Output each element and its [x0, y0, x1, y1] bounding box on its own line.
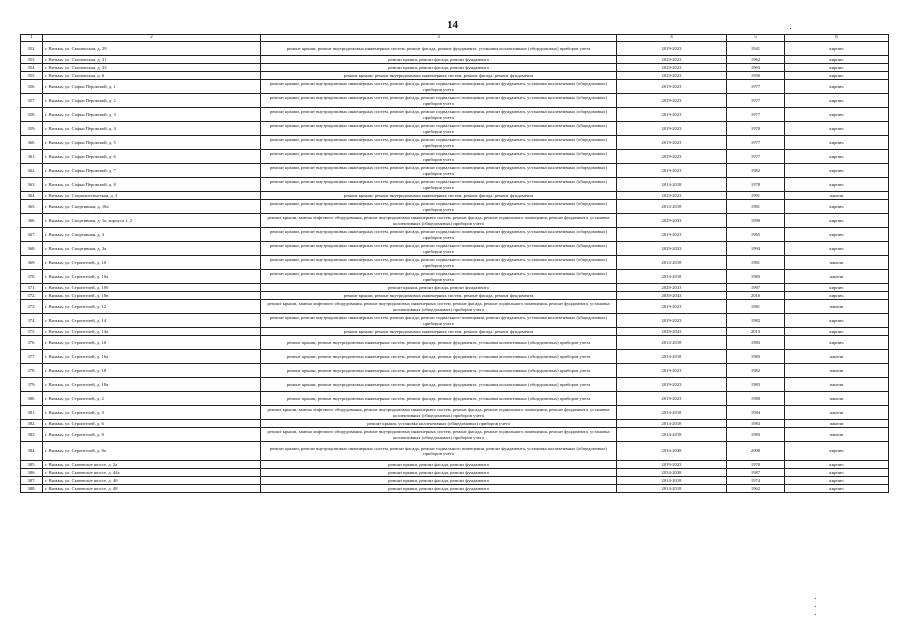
- material-cell: панели: [785, 192, 889, 200]
- material-cell: панели: [785, 420, 889, 428]
- table-row: [21, 292, 889, 300]
- row-number: 352.: [21, 42, 43, 56]
- address-cell: г. Вязьма, ул. Спортивная, д. 3: [43, 228, 261, 242]
- works-cell: ремонт крыши, замена лифтового оборудования, ремонт внутридомовых инженерных систем, ремонт фасада, ремонт подвального помещения, ремонт фундамента, установка коллективных (общедомовых) приборов учета: [261, 406, 617, 420]
- row-number: 387.: [21, 477, 43, 485]
- scan-speck: [815, 614, 816, 615]
- address-cell: г. Вязьма, ул. Строителей, д. 18а: [43, 378, 261, 392]
- period-cell: 2034-2038: [617, 442, 727, 461]
- address-cell: г. Вязьма, ул. Спортивная, д. 1а, корпуса 1, 2: [43, 214, 261, 228]
- year-cell: 2010: [727, 292, 785, 300]
- address-cell: г. Вязьма, ул. Спортивная, д. 3а: [43, 242, 261, 256]
- row-number: 361.: [21, 150, 43, 164]
- table-row: [21, 469, 889, 477]
- row-number: 354.: [21, 64, 43, 72]
- period-cell: 2034-2038: [617, 469, 727, 477]
- year-cell: 1982: [727, 314, 785, 328]
- works-cell: ремонт крыши, ремонт внутридомовых инженерных систем, ремонт фасада, ремонт подвального помещения, ремонт фундамента, установка коллективных (общедомовых) приборов учета: [261, 270, 617, 284]
- period-cell: 2029-2033: [617, 214, 727, 228]
- address-cell: г. Вязьма, ул. Софьи Перовской, д. 7: [43, 164, 261, 178]
- year-cell: 1990: [727, 214, 785, 228]
- works-cell: ремонт крыши, ремонт фасада, ремонт фундамента: [261, 64, 617, 72]
- row-number: 380.: [21, 392, 43, 406]
- works-cell: ремонт крыши, замена лифтового оборудования, ремонт внутридомовых инженерных систем, ремонт фасада, ремонт подвального помещения, ремонт фундамента, установка коллективных (общедомовых) приборов учета: [261, 214, 617, 228]
- works-cell: ремонт крыши, ремонт внутридомовых инженерных систем, ремонт фасада, ремонт подвального помещения, ремонт фундамента, установка коллективных (общедомовых) приборов учета: [261, 228, 617, 242]
- row-number: 366.: [21, 214, 43, 228]
- works-cell: ремонт крыши, ремонт внутридомовых инженерных систем, ремонт фасада, ремонт фундамента: [261, 72, 617, 80]
- material-cell: панели: [785, 378, 889, 392]
- material-cell: кирпич: [785, 328, 889, 336]
- table-row: [21, 428, 889, 442]
- material-cell: панели: [785, 350, 889, 364]
- works-cell: ремонт крыши, ремонт внутридомовых инженерных систем, ремонт фасада, ремонт подвального помещения, ремонт фундамента, установка коллективных (общедомовых) приборов учета: [261, 256, 617, 270]
- period-cell: 2019-2023: [617, 364, 727, 378]
- address-cell: г. Вязьма, ул. Смоленская, д. 6: [43, 72, 261, 80]
- material-cell: кирпич: [785, 42, 889, 56]
- address-cell: г. Вязьма, ул. Социалистическая, д. 3: [43, 192, 261, 200]
- period-cell: 2014-2018: [617, 178, 727, 192]
- works-cell: ремонт крыши, ремонт внутридомовых инженерных систем, ремонт фасада, ремонт подвального помещения, ремонт фундамента, установка коллективных (общедомовых) приборов учета: [261, 178, 617, 192]
- table-row: [21, 300, 889, 314]
- table-row: [21, 420, 889, 428]
- period-cell: 2029-2033: [617, 284, 727, 292]
- year-cell: 1963: [727, 64, 785, 72]
- column-number: 6: [785, 35, 889, 42]
- material-cell: панели: [785, 256, 889, 270]
- row-number: 374.: [21, 314, 43, 328]
- table-row: [21, 378, 889, 392]
- works-cell: ремонт крыши, ремонт внутридомовых инженерных систем, ремонт фасада, ремонт подвального помещения, ремонт фундамента, установка коллективных (общедомовых) приборов учета: [261, 80, 617, 94]
- period-cell: 2019-2023: [617, 150, 727, 164]
- year-cell: 1956: [727, 72, 785, 80]
- address-cell: г. Вязьма, ул. Строителей, д. 16: [43, 336, 261, 350]
- year-cell: 1984: [727, 406, 785, 420]
- period-cell: 2014-2018: [617, 406, 727, 420]
- address-cell: г. Вязьма, ул. Строителей, д. 2: [43, 392, 261, 406]
- row-number: 353.: [21, 56, 43, 64]
- material-cell: кирпич: [785, 292, 889, 300]
- material-cell: кирпич: [785, 214, 889, 228]
- address-cell: г. Вязьма, ул. Софьи Перовской, д. 3: [43, 108, 261, 122]
- material-cell: кирпич: [785, 336, 889, 350]
- table-row: [21, 136, 889, 150]
- table-row: [21, 94, 889, 108]
- period-cell: 2014-2018: [617, 256, 727, 270]
- material-cell: кирпич: [785, 56, 889, 64]
- material-cell: кирпич: [785, 477, 889, 485]
- row-number: 356.: [21, 80, 43, 94]
- row-number: 379.: [21, 378, 43, 392]
- address-cell: г. Вязьма, ул. Строителей, д. 6: [43, 420, 261, 428]
- year-cell: 1941: [727, 42, 785, 56]
- row-number: 371.: [21, 284, 43, 292]
- period-cell: 2029-2033: [617, 242, 727, 256]
- works-cell: ремонт крыши, ремонт внутридомовых инженерных систем, ремонт фасада, ремонт подвального помещения, ремонт фундамента, установка коллективных (общедомовых) приборов учета: [261, 442, 617, 461]
- works-cell: ремонт крыши, ремонт фасада, ремонт фундамента: [261, 477, 617, 485]
- period-cell: 2014-2018: [617, 477, 727, 485]
- year-cell: 1983: [727, 428, 785, 442]
- column-number-row: [21, 35, 889, 42]
- address-cell: г. Вязьма, ул. Строителей, д. 10: [43, 256, 261, 270]
- works-cell: ремонт крыши, ремонт внутридомовых инженерных систем, ремонт фасада, ремонт подвального помещения, ремонт фундамента, установка коллективных (общедомовых) приборов учета: [261, 122, 617, 136]
- period-cell: 2019-2023: [617, 228, 727, 242]
- table-row: [21, 150, 889, 164]
- row-number: 360.: [21, 136, 43, 150]
- material-cell: кирпич: [785, 284, 889, 292]
- works-cell: ремонт крыши, ремонт внутридомовых инженерных систем, ремонт фасада, ремонт подвального помещения, ремонт фундамента, установка коллективных (общедомовых) приборов учета: [261, 242, 617, 256]
- column-number: 2: [43, 35, 261, 42]
- address-cell: г. Вязьма, ул. Сычевское шоссе, д. 44а: [43, 469, 261, 477]
- row-number: 382.: [21, 420, 43, 428]
- year-cell: 1977: [727, 108, 785, 122]
- address-cell: г. Вязьма, ул. Строителей, д. 14: [43, 314, 261, 328]
- table-row: [21, 406, 889, 420]
- table-row: [21, 228, 889, 242]
- address-cell: г. Вязьма, ул. Софьи Перовской, д. 4: [43, 122, 261, 136]
- year-cell: 1962: [727, 485, 785, 493]
- period-cell: 2014-2018: [617, 350, 727, 364]
- row-number: 378.: [21, 364, 43, 378]
- year-cell: 1978: [727, 178, 785, 192]
- table-row: [21, 164, 889, 178]
- row-number: 388.: [21, 485, 43, 493]
- address-cell: г. Вязьма, ул. Строителей, д. 12: [43, 300, 261, 314]
- table-row: [21, 178, 889, 192]
- works-cell: ремонт крыши, ремонт внутридомовых инженерных систем, ремонт фасада, ремонт фундамента: [261, 292, 617, 300]
- address-cell: г. Вязьма, ул. Строителей, д. 18: [43, 364, 261, 378]
- address-cell: г. Вязьма, ул. Строителей, д. 14а: [43, 328, 261, 336]
- address-cell: г. Вязьма, ул. Сычевское шоссе, д. 48: [43, 485, 261, 493]
- table-row: [21, 42, 889, 56]
- table-row: [21, 200, 889, 214]
- year-cell: 1983: [727, 270, 785, 284]
- period-cell: 2019-2023: [617, 378, 727, 392]
- period-cell: 2014-2018: [617, 420, 727, 428]
- works-cell: ремонт крыши, ремонт внутридомовых инженерных систем, ремонт фасада, ремонт подвального помещения, ремонт фундамента, установка коллективных (общедомовых) приборов учета: [261, 94, 617, 108]
- row-number: 355.: [21, 72, 43, 80]
- material-cell: кирпич: [785, 242, 889, 256]
- table-row: [21, 314, 889, 328]
- period-cell: 2019-2023: [617, 94, 727, 108]
- works-cell: ремонт крыши, ремонт внутридомовых инженерных систем, ремонт фасада, ремонт подвального помещения, ремонт фундамента, установка коллективных (общедомовых) приборов учета: [261, 136, 617, 150]
- material-cell: кирпич: [785, 469, 889, 477]
- works-cell: ремонт крыши, ремонт внутридомовых инженерных систем, ремонт фасада, ремонт фундамента, установка коллективных (общедомовых) приборов учета: [261, 350, 617, 364]
- table-row: [21, 485, 889, 493]
- material-cell: панели: [785, 270, 889, 284]
- works-cell: ремонт крыши, ремонт внутридомовых инженерных систем, ремонт фасада, ремонт подвального помещения, ремонт фундамента, установка коллективных (общедомовых) приборов учета: [261, 164, 617, 178]
- year-cell: 1983: [727, 350, 785, 364]
- table-row: [21, 284, 889, 292]
- address-cell: г. Вязьма, ул. Сычевское шоссе, д. 46: [43, 477, 261, 485]
- works-cell: ремонт крыши, замена лифтового оборудования, ремонт внутридомовых инженерных систем, ремонт фасада, ремонт подвального помещения, ремонт фундамента, установка коллективных (общедомовых) приборов учета: [261, 428, 617, 442]
- material-cell: кирпич: [785, 178, 889, 192]
- year-cell: 1965: [727, 228, 785, 242]
- period-cell: 2019-2023: [617, 136, 727, 150]
- row-number: 358.: [21, 108, 43, 122]
- works-cell: ремонт крыши, ремонт внутридомовых инженерных систем, ремонт фасада, ремонт подвального помещения, ремонт фундамента, установка коллективных (общедомовых) приборов учета: [261, 314, 617, 328]
- table-row: [21, 242, 889, 256]
- row-number: 357.: [21, 94, 43, 108]
- year-cell: 1983: [727, 420, 785, 428]
- row-number: 363.: [21, 178, 43, 192]
- table-row: [21, 350, 889, 364]
- table-body: [21, 35, 889, 493]
- row-number: 383.: [21, 428, 43, 442]
- page-number: 14: [447, 19, 458, 31]
- period-cell: 2019-2023: [617, 314, 727, 328]
- period-cell: 2019-2023: [617, 164, 727, 178]
- address-cell: г. Вязьма, ул. Строителей, д. 16а: [43, 350, 261, 364]
- year-cell: 1977: [727, 136, 785, 150]
- period-cell: 2019-2023: [617, 56, 727, 64]
- column-number: 3: [261, 35, 617, 42]
- material-cell: панели: [785, 300, 889, 314]
- works-cell: ремонт крыши, ремонт внутридомовых инженерных систем, ремонт фасада, ремонт подвального помещения, ремонт фундамента, установка коллективных (общедомовых) приборов учета: [261, 150, 617, 164]
- row-number: 359.: [21, 122, 43, 136]
- period-cell: 2039-2043: [617, 292, 727, 300]
- row-number: 377.: [21, 350, 43, 364]
- works-cell: ремонт крыши, ремонт внутридомовых инженерных систем, ремонт фасада, ремонт фундамента, установка коллективных (общедомовых) приборов учета: [261, 364, 617, 378]
- row-number: 384.: [21, 442, 43, 461]
- table-row: [21, 477, 889, 485]
- period-cell: 2014-2018: [617, 200, 727, 214]
- works-cell: ремонт крыши, ремонт внутридомовых инженерных систем, ремонт фасада, ремонт подвального помещения, ремонт фундамента, установка коллективных (общедомовых) приборов учета: [261, 108, 617, 122]
- year-cell: 1991: [727, 192, 785, 200]
- address-cell: г. Вязьма, ул. Строителей, д. 4: [43, 406, 261, 420]
- scan-speck: [815, 598, 816, 599]
- period-cell: 2014-2018: [617, 428, 727, 442]
- row-number: 370.: [21, 270, 43, 284]
- address-cell: г. Вязьма, ул. Софьи Перовской, д. 5: [43, 136, 261, 150]
- material-cell: панели: [785, 392, 889, 406]
- material-cell: кирпич: [785, 228, 889, 242]
- table-row: [21, 80, 889, 94]
- address-cell: г. Вязьма, ул. Спортивная, д. 18а: [43, 200, 261, 214]
- year-cell: 1974: [727, 477, 785, 485]
- year-cell: 1977: [727, 94, 785, 108]
- table-row: [21, 192, 889, 200]
- address-cell: г. Вязьма, ул. Софьи Перовской, д. 1: [43, 80, 261, 94]
- table-row: [21, 122, 889, 136]
- material-cell: кирпич: [785, 485, 889, 493]
- year-cell: 1981: [727, 200, 785, 214]
- material-cell: кирпич: [785, 150, 889, 164]
- column-number: 5: [727, 35, 785, 42]
- table-row: [21, 442, 889, 461]
- row-number: 362.: [21, 164, 43, 178]
- row-number: 369.: [21, 256, 43, 270]
- period-cell: 2019-2023: [617, 392, 727, 406]
- period-cell: 2019-2023: [617, 108, 727, 122]
- column-number: 1: [21, 35, 43, 42]
- material-cell: кирпич: [785, 200, 889, 214]
- works-cell: ремонт крыши, ремонт фасада, ремонт фундамента: [261, 469, 617, 477]
- table-row: [21, 214, 889, 228]
- year-cell: 1970: [727, 122, 785, 136]
- works-cell: ремонт крыши, ремонт внутридомовых инженерных систем, ремонт фасада, ремонт фундамента, установка коллективных (общедомовых) приборов учета: [261, 42, 617, 56]
- works-cell: ремонт крыши, ремонт внутридомовых инженерных систем, ремонт фасада, ремонт фундамента: [261, 328, 617, 336]
- period-cell: 2019-2023: [617, 122, 727, 136]
- works-cell: ремонт крыши, ремонт внутридомовых инженерных систем, ремонт фасада, ремонт фундамента, установка коллективных (общедомовых) приборов учета: [261, 378, 617, 392]
- material-cell: кирпич: [785, 442, 889, 461]
- material-cell: кирпич: [785, 72, 889, 80]
- table-row: [21, 108, 889, 122]
- works-cell: ремонт крыши, ремонт фасада, ремонт фундамента: [261, 461, 617, 469]
- address-cell: г. Вязьма, ул. Смоленская, д. 29: [43, 42, 261, 56]
- table-row: [21, 72, 889, 80]
- year-cell: 1983: [727, 378, 785, 392]
- scan-speck: [815, 606, 816, 607]
- period-cell: 2014-2018: [617, 485, 727, 493]
- table-row: [21, 56, 889, 64]
- works-cell: ремонт крыши, замена лифтового оборудования, ремонт внутридомовых инженерных систем, ремонт фасада, ремонт подвального помещения, ремонт фундамента, установка коллективных (общедомовых) приборов учета: [261, 300, 617, 314]
- works-cell: ремонт крыши, ремонт внутридомовых инженерных систем, ремонт фасада, ремонт подвального помещения, ремонт фундамента, установка коллективных (общедомовых) приборов учета: [261, 200, 617, 214]
- row-number: 381.: [21, 406, 43, 420]
- row-number: 364.: [21, 192, 43, 200]
- row-number: 375.: [21, 328, 43, 336]
- row-number: 373.: [21, 300, 43, 314]
- material-cell: кирпич: [785, 80, 889, 94]
- period-cell: 2019-2023: [617, 192, 727, 200]
- works-cell: ремонт крыши, ремонт фасада, ремонт фундамента: [261, 485, 617, 493]
- scan-speck: [790, 28, 791, 29]
- address-cell: г. Вязьма, ул. Строителей, д. 8: [43, 428, 261, 442]
- table-row: [21, 270, 889, 284]
- row-number: 372.: [21, 292, 43, 300]
- material-cell: кирпич: [785, 136, 889, 150]
- period-cell: 2019-2023: [617, 64, 727, 72]
- row-number: 367.: [21, 228, 43, 242]
- material-cell: панели: [785, 428, 889, 442]
- works-cell: ремонт крыши, ремонт внутридомовых инженерных систем, ремонт фасада, ремонт фундамента: [261, 192, 617, 200]
- works-cell: ремонт крыши, установка коллективных (общедомовых) приборов учета: [261, 420, 617, 428]
- address-cell: г. Вязьма, ул. Строителей, д. 10б: [43, 284, 261, 292]
- year-cell: 1994: [727, 242, 785, 256]
- year-cell: 1982: [727, 164, 785, 178]
- material-cell: панели: [785, 364, 889, 378]
- material-cell: кирпич: [785, 64, 889, 72]
- works-cell: ремонт крыши, ремонт фасада, ремонт фундамента: [261, 284, 617, 292]
- column-number: 4: [617, 35, 727, 42]
- period-cell: 2019-2023: [617, 80, 727, 94]
- year-cell: 1983: [727, 336, 785, 350]
- works-cell: ремонт крыши, ремонт внутридомовых инженерных систем, ремонт фасада, ремонт фундамента, установка коллективных (общедомовых) приборов учета: [261, 392, 617, 406]
- year-cell: 1997: [727, 284, 785, 292]
- period-cell: 2014-2018: [617, 270, 727, 284]
- address-cell: г. Вязьма, ул. Софьи Перовской, д. 8: [43, 178, 261, 192]
- table-row: [21, 256, 889, 270]
- material-cell: кирпич: [785, 94, 889, 108]
- row-number: 386.: [21, 469, 43, 477]
- year-cell: 1982: [727, 364, 785, 378]
- table-row: [21, 64, 889, 72]
- period-cell: 2019-2023: [617, 72, 727, 80]
- year-cell: 1981: [727, 256, 785, 270]
- row-number: 385.: [21, 461, 43, 469]
- table-row: [21, 328, 889, 336]
- material-cell: кирпич: [785, 164, 889, 178]
- year-cell: 1962: [727, 56, 785, 64]
- material-cell: панели: [785, 406, 889, 420]
- works-cell: ремонт крыши, ремонт фасада, ремонт фундамента: [261, 56, 617, 64]
- row-number: 376.: [21, 336, 43, 350]
- row-number: 365.: [21, 200, 43, 214]
- period-cell: 2039-2043: [617, 328, 727, 336]
- address-cell: г. Вязьма, ул. Смоленская, д. 31: [43, 56, 261, 64]
- year-cell: 1977: [727, 80, 785, 94]
- period-cell: 2019-2023: [617, 42, 727, 56]
- address-cell: г. Вязьма, ул. Софьи Перовской, д. 2: [43, 94, 261, 108]
- table-row: [21, 392, 889, 406]
- address-cell: г. Вязьма, ул. Строителей, д. 10в: [43, 292, 261, 300]
- material-cell: кирпич: [785, 122, 889, 136]
- material-cell: кирпич: [785, 108, 889, 122]
- year-cell: 1970: [727, 461, 785, 469]
- period-cell: 2019-2023: [617, 300, 727, 314]
- material-cell: кирпич: [785, 314, 889, 328]
- year-cell: 1987: [727, 469, 785, 477]
- works-cell: ремонт крыши, ремонт внутридомовых инженерных систем, ремонт фасада, ремонт фундамента, установка коллективных (общедомовых) приборов учета: [261, 336, 617, 350]
- period-cell: 2014-2018: [617, 336, 727, 350]
- year-cell: 2013: [727, 328, 785, 336]
- material-cell: кирпич: [785, 461, 889, 469]
- year-cell: 2008: [727, 442, 785, 461]
- year-cell: 1977: [727, 150, 785, 164]
- address-cell: г. Вязьма, ул. Строителей, д. 8а: [43, 442, 261, 461]
- row-number: 368.: [21, 242, 43, 256]
- housing-repair-register-table: [20, 34, 889, 493]
- address-cell: г. Вязьма, ул. Смоленская, д. 33: [43, 64, 261, 72]
- year-cell: 1981: [727, 300, 785, 314]
- table-row: [21, 364, 889, 378]
- address-cell: г. Вязьма, ул. Сычевское шоссе, д. 2а: [43, 461, 261, 469]
- table-row: [21, 336, 889, 350]
- address-cell: г. Вязьма, ул. Строителей, д. 10а: [43, 270, 261, 284]
- period-cell: 2019-2023: [617, 461, 727, 469]
- year-cell: 1980: [727, 392, 785, 406]
- address-cell: г. Вязьма, ул. Софьи Перовской, д. 6: [43, 150, 261, 164]
- table-row: [21, 461, 889, 469]
